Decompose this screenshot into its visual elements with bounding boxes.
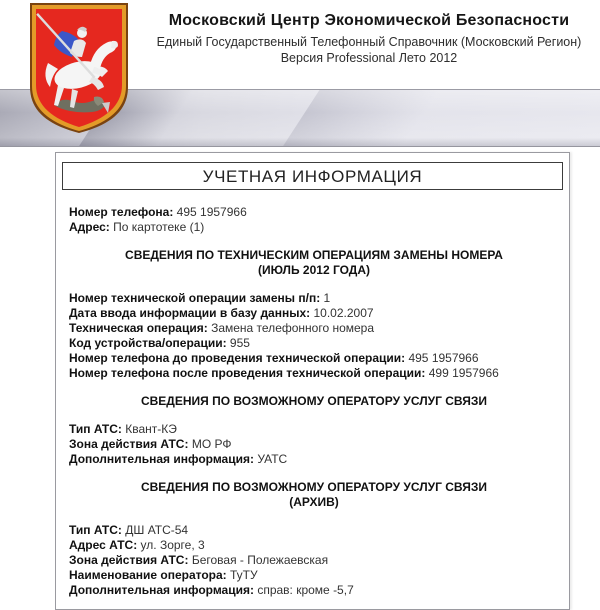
field-label: Код устройства/операции:	[69, 336, 227, 350]
field-value: ТуТУ	[226, 568, 258, 582]
field-line	[69, 583, 559, 598]
field-value: 955	[226, 336, 250, 350]
field-value: 10.02.2007	[310, 306, 374, 320]
app-subtitle: Единый Государственный Телефонный Справочник (Московский Регион)	[156, 35, 582, 49]
field-label: Адрес АТС:	[69, 538, 138, 552]
field-line	[69, 220, 559, 235]
field-line	[69, 422, 559, 437]
section-header	[69, 480, 559, 510]
field-line	[69, 553, 559, 568]
record-panel	[55, 152, 570, 610]
field-label: Номер телефона:	[69, 205, 174, 219]
record-title: УЧЕТНАЯ ИНФОРМАЦИЯ	[202, 166, 423, 186]
field-value: По картотеке (1)	[109, 220, 205, 234]
field-line	[69, 336, 559, 351]
field-value: Замена телефонного номера	[207, 321, 375, 335]
section-header-line: (АРХИВ)	[289, 495, 339, 509]
field-label: Номер телефона до проведения технической операции:	[69, 351, 406, 365]
section-header-line: СВЕДЕНИЯ ПО ТЕХНИЧЕСКИМ ОПЕРАЦИЯМ ЗАМЕНЫ НОМЕРА	[125, 248, 503, 262]
section-header-line: (ИЮЛЬ 2012 ГОДА)	[258, 263, 370, 277]
field-label: Тип АТС:	[69, 422, 122, 436]
header-text-block	[138, 10, 600, 66]
section-header	[69, 248, 559, 278]
field-line	[69, 452, 559, 467]
app-version: Версия Professional Лето 2012	[280, 51, 458, 65]
field-value: 1	[320, 291, 331, 305]
field-value: ДШ АТС-54	[121, 523, 189, 537]
field-value: справ: кроме -5,7	[253, 583, 354, 597]
field-value: Беговая - Полежаевская	[188, 553, 329, 567]
field-value: 495 1957966	[173, 205, 247, 219]
section-header-line: СВЕДЕНИЯ ПО ВОЗМОЖНОМУ ОПЕРАТОРУ УСЛУГ СВЯЗИ	[140, 480, 488, 494]
field-line	[69, 568, 559, 583]
field-label: Зона действия АТС:	[69, 437, 189, 451]
section-header-line: СВЕДЕНИЯ ПО ВОЗМОЖНОМУ ОПЕРАТОРУ УСЛУГ СВЯЗИ	[140, 394, 488, 408]
field-line	[69, 306, 559, 321]
field-line	[69, 321, 559, 336]
field-label: Наименование оператора:	[69, 568, 227, 582]
app-title: Московский Центр Экономической Безопасности	[168, 12, 570, 29]
field-label: Дополнительная информация:	[69, 452, 254, 466]
field-value: Квант-КЭ	[121, 422, 177, 436]
section-header	[69, 394, 559, 409]
field-value: ул. Зорге, 3	[137, 538, 205, 552]
field-label: Зона действия АТС:	[69, 553, 189, 567]
field-line	[69, 351, 559, 366]
field-line	[69, 205, 559, 220]
field-line	[69, 437, 559, 452]
field-line	[69, 538, 559, 553]
field-value: 495 1957966	[405, 351, 479, 365]
field-line	[69, 523, 559, 538]
field-label: Адрес:	[69, 220, 110, 234]
field-value: 499 1957966	[425, 366, 499, 380]
moscow-coat-of-arms-icon	[28, 1, 130, 135]
field-group	[69, 205, 559, 235]
field-label: Номер технической операции замены п/п:	[69, 291, 321, 305]
field-value: УАТС	[253, 452, 288, 466]
doc-body	[56, 205, 569, 598]
field-group	[69, 422, 559, 467]
field-label: Тип АТС:	[69, 523, 122, 537]
field-label: Дополнительная информация:	[69, 583, 254, 597]
record-title-box	[62, 162, 563, 190]
field-value: МО РФ	[188, 437, 232, 451]
field-label: Номер телефона после проведения технической операции:	[69, 366, 426, 380]
field-label: Дата ввода информации в базу данных:	[69, 306, 311, 320]
field-group	[69, 291, 559, 381]
field-line	[69, 291, 559, 306]
field-line	[69, 366, 559, 381]
field-label: Техническая операция:	[69, 321, 208, 335]
field-group	[69, 523, 559, 598]
